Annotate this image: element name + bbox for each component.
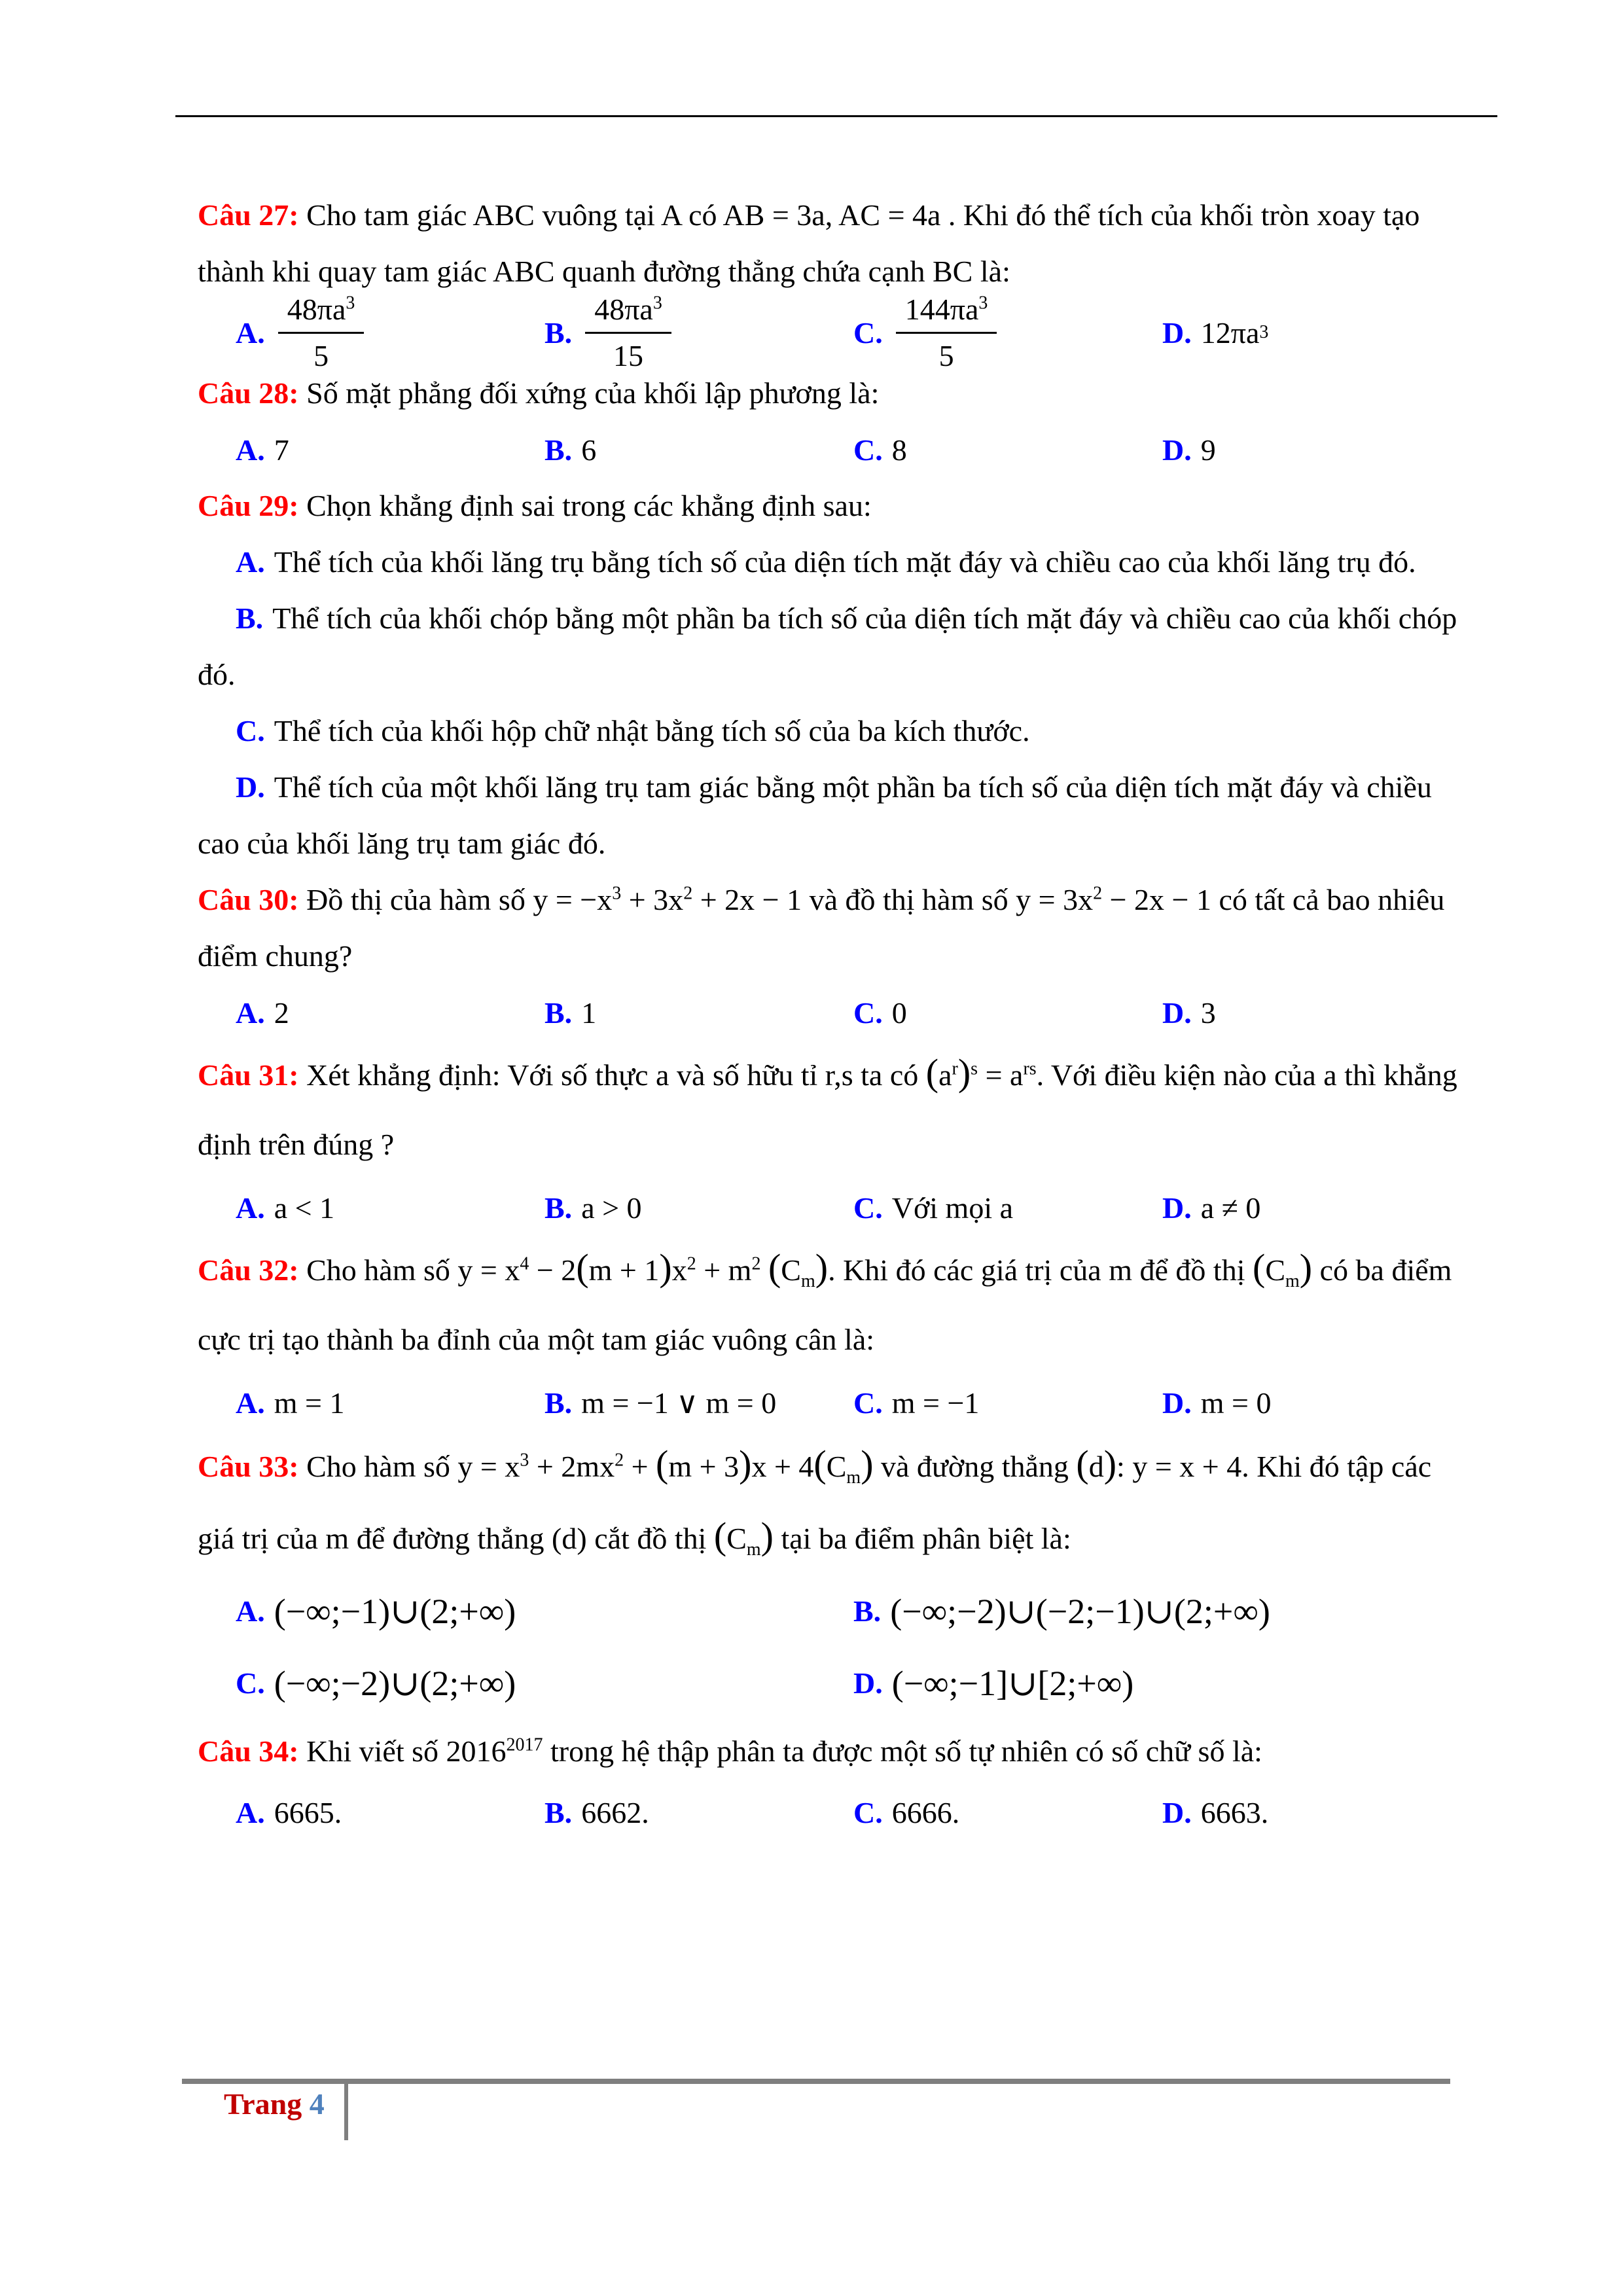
option-b: B. a > 0 <box>544 1191 642 1225</box>
question-32: Câu 32: Cho hàm số $y = x^4 - 2(m + 1)x^2 + m^2$ $(C_m)$. Khi đó các giá trị của m để đồ thị $(C_m)$ có ba điểm cực trị tạo thành ba đỉnh của một tam giác vuông cân là: A. m = 1 B. m = −1 ∨ m = 0 C. m = −1 D. m = 0 <box>198 1236 1474 1431</box>
option-a: A. $\frac{48\pi a^3}{5}$ <box>236 291 544 374</box>
option-a: A. 2 <box>236 996 289 1030</box>
statement-b: B. Thể tích của khối chóp bằng một phần ba tích số của diện tích mặt đáy và chiều cao của khối chóp đó. <box>198 601 1457 691</box>
footer-rule <box>182 2079 1450 2084</box>
statement-d: D. Thể tích của một khối lăng trụ tam giác bằng một phần ba tích số của diện tích mặt đáy và chiều cao của khối lăng trụ tam giác đó. <box>198 770 1432 860</box>
option-c: C. 8 <box>853 433 907 467</box>
option-a: A. 6665. <box>236 1795 342 1829</box>
fraction: $\frac{48\pi a^3}{15}$ <box>585 291 671 374</box>
power-number: $2016^{2017}$ <box>446 1734 543 1768</box>
question-text: Cho tam giác ABC vuông tại A có AB = 3a, AC = 4a . Khi đó thể tích của khối tròn xoay tạo thành khi quay tam giác ABC quanh đường thẳng chứa cạnh BC là: <box>198 198 1420 288</box>
function-formula: $y = x^3 + 2mx^2 + (m + 3)x + 4(C_m)$ <box>457 1443 874 1488</box>
options-row <box>198 1575 1474 1647</box>
question-label: Câu 34: <box>198 1734 299 1768</box>
options-row <box>198 1647 1474 1719</box>
curve-symbol: $(C_m)$ <box>713 1515 774 1560</box>
page-number: 4 <box>309 2087 325 2121</box>
question-label: Câu 32: <box>198 1253 299 1287</box>
header-rule <box>175 115 1497 117</box>
page-footer <box>224 2087 325 2121</box>
line-formula: (d): y = x + 4 <box>1076 1443 1242 1485</box>
options-row <box>198 422 1474 478</box>
footer-divider <box>344 2080 348 2140</box>
question-text: Chọn khẳng định sai trong các khẳng định sau: <box>306 489 872 522</box>
options-row <box>198 1179 1474 1236</box>
option-b: B. m = −1 ∨ m = 0 <box>544 1386 777 1420</box>
option-c: C. Với mọi a <box>853 1191 1014 1225</box>
question-label: Câu 30: <box>198 883 299 916</box>
option-b: B. 1 <box>544 996 597 1030</box>
question-29 <box>198 478 1474 872</box>
statement-c: C. Thể tích của khối hộp chữ nhật bằng tích số của ba kích thước. <box>236 714 1030 747</box>
option-d: D. a ≠ 0 <box>1162 1191 1261 1225</box>
option-b: B. 6662. <box>544 1795 649 1829</box>
option-a: A. m = 1 <box>236 1386 345 1420</box>
option-d: D. 6663. <box>1162 1795 1269 1829</box>
question-31: Câu 31: Xét khẳng định: Với số thực a và số hữu tỉ r,s ta có $(a^r)^s = a^{rs}$. Với điều kiện nào của a thì khẳng định trên đúng ? A. a < 1 B. a > 0 C. Với mọi a D. a ≠ 0 <box>198 1041 1474 1236</box>
option-a: A. 7 <box>236 433 289 467</box>
page-label: Trang <box>224 2087 302 2121</box>
question-list <box>198 187 1474 1840</box>
question-text: Số mặt phẳng đối xứng của khối lập phương là: <box>306 376 880 410</box>
question-label: Câu 33: <box>198 1450 299 1483</box>
options-row <box>198 1374 1474 1431</box>
option-c: C. 6666. <box>853 1795 960 1829</box>
question-label: Câu 27: <box>198 198 299 232</box>
question-label: Câu 28: <box>198 376 299 410</box>
option-d: D. 12πa 3 <box>1162 315 1269 350</box>
option-d: D. m = 0 <box>1162 1386 1272 1420</box>
option-b: B. 6 <box>544 433 597 467</box>
options-row <box>198 984 1474 1041</box>
question-30: Câu 30: Đồ thị của hàm số $y = -x^3 + 3x^2 + 2x - 1$ và đồ thị hàm số $y = 3x^2 - 2x - 1$ có tất cả bao nhiêu điểm chung? A. 2 B. 1 C. 0 D. 3 <box>198 872 1474 1041</box>
question-label: Câu 29: <box>198 489 299 522</box>
question-28 <box>198 365 1474 478</box>
fraction: $\frac{144\pi a^3}{5}$ <box>896 291 997 374</box>
function-formula: $y = x^4 - 2(m + 1)x^2 + m^2$ $(C_m)$ <box>457 1246 829 1292</box>
option-d: D. (−∞;−1]∪[2;+∞) <box>853 1663 1134 1703</box>
fraction: $\frac{48\pi a^3}{5}$ <box>278 291 365 374</box>
question-label: Câu 31: <box>198 1058 299 1092</box>
question-27 <box>198 187 1474 372</box>
option-a: A. (−∞;−1)∪(2;+∞) <box>236 1591 516 1631</box>
function-formula: $y = -x^3 + 3x^2 + 2x - 1$ <box>533 883 802 916</box>
function-formula: $y = 3x^2 - 2x - 1$ <box>1016 883 1211 916</box>
option-b: B. $\frac{48\pi a^3}{15}$ <box>544 291 853 374</box>
option-b: B. (−∞;−2)∪(−2;−1)∪(2;+∞) <box>853 1591 1270 1631</box>
power-formula: $(a^r)^s = a^{rs}$ <box>925 1051 1037 1094</box>
option-c: C. (−∞;−2)∪(2;+∞) <box>236 1663 516 1703</box>
option-d: D. 9 <box>1162 433 1216 467</box>
question-33: Câu 33: Cho hàm số $y = x^3 + 2mx^2 + (m + 3)x + 4(C_m)$ và đường thẳng (d): y = x + 4. Khi đó tập các giá trị của m để đường thẳng (d) cắt đồ thị $(C_m)$ tại ba điểm phân biệt là: A. (−∞;−1)∪(2;+∞) B. (−∞;−2)∪(−2;−1)∪(2;+∞) C. (−∞;−2)∪(2;+∞) D. (−∞;−1]∪[2;+∞) <box>198 1431 1474 1719</box>
options-row <box>198 1784 1474 1840</box>
options-row <box>198 292 1474 372</box>
option-d: D. 3 <box>1162 996 1216 1030</box>
curve-symbol: $(C_m)$ <box>1252 1246 1313 1292</box>
option-c: C. 0 <box>853 996 907 1030</box>
option-c: C. $\frac{144\pi a^3}{5}$ <box>853 291 1162 374</box>
option-a: A. a < 1 <box>236 1191 335 1225</box>
option-c: C. m = −1 <box>853 1386 980 1420</box>
question-34: Câu 34: Khi viết số $2016^{2017}$ trong hệ thập phân ta được một số tự nhiên có số chữ số là: A. 6665. B. 6662. C. 6666. D. 6663. <box>198 1719 1474 1840</box>
statement-a: A. Thể tích của khối lăng trụ bằng tích số của diện tích mặt đáy và chiều cao của khối lăng trụ đó. <box>236 545 1416 579</box>
